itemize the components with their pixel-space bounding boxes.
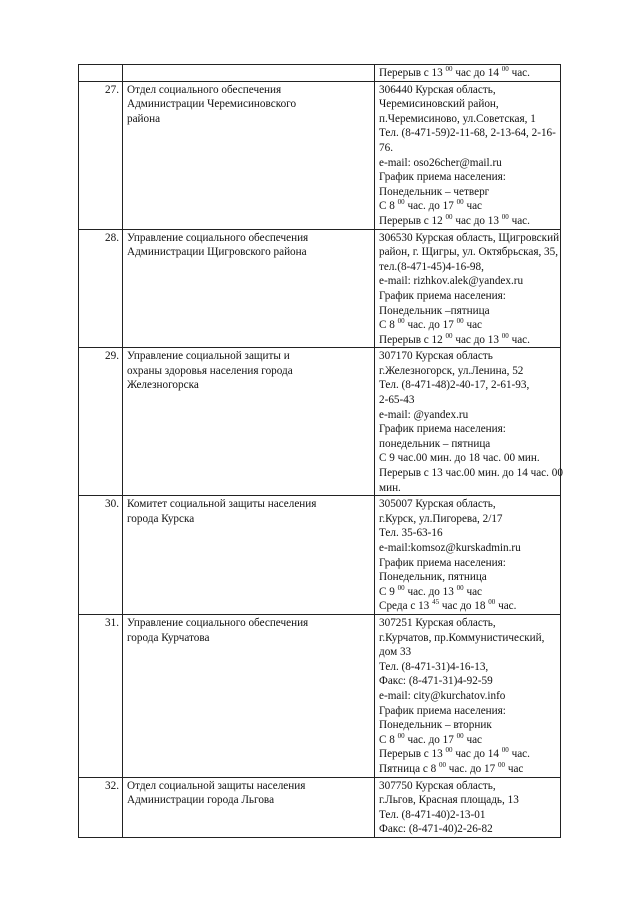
text-line: e-mail: city@kurchatov.info (379, 689, 506, 702)
text-line: понедельник – пятница (379, 437, 491, 450)
row-number: 29. (79, 348, 123, 496)
text-line: Тел. 35-63-16 (379, 527, 443, 540)
text-line: Управление социального обеспечения (127, 616, 309, 629)
superscript-minutes: 45 (432, 598, 440, 607)
superscript-minutes: 00 (501, 65, 509, 73)
text-line: Перерыв с 13 час.00 мин. до 14 час. 00 (379, 467, 563, 480)
text-line: Факс: (8-471-31)4-92-59 (379, 675, 493, 688)
text-line: г.Курчатов, пр.Коммунистический, (379, 631, 545, 644)
row-number: 32. (79, 777, 123, 837)
superscript-minutes: 00 (439, 760, 446, 769)
text-line: Тел. (8-471-40)2-13-01 (379, 808, 486, 821)
text-line: Администрации Черемисиновского (127, 98, 297, 111)
text-line: 306530 Курская область, Щигровский (379, 231, 560, 244)
text-line: Понедельник – вторник (379, 719, 492, 732)
superscript-minutes: 00 (445, 331, 453, 340)
superscript-minutes: 00 (445, 746, 453, 755)
superscript-minutes: 00 (397, 198, 405, 207)
table-row (79, 614, 561, 777)
address-cell (375, 348, 561, 496)
text-line: Тел. (8-471-48)2-40-17, 2-61-93, (379, 379, 530, 392)
contacts-table (78, 64, 561, 838)
superscript-minutes: 00 (456, 317, 464, 326)
text-line: г.Курск, ул.Пигорева, 2/17 (379, 512, 503, 525)
org-name (123, 81, 375, 229)
text-line: e-mail: rizhkov.alek@yandex.ru (379, 275, 524, 288)
text-line: Отдел социальной защиты населения (127, 779, 306, 792)
superscript-minutes: 00 (445, 212, 453, 221)
text-line: 76. (379, 141, 393, 154)
text-line: С 8 $^{00}$ час. до 17 $^{00}$ час (379, 198, 483, 213)
text-line: Комитет социальной защиты населения (127, 498, 317, 511)
text-line: С 9 $^{00}$ час. до 13 $^{00}$ час (379, 583, 483, 598)
text-line: e-mail: @yandex.ru (379, 408, 469, 421)
address-cell (375, 229, 561, 348)
text-line: С 8 $^{00}$ час. до 17 $^{00}$ час (379, 317, 483, 332)
text-line: Управление социальной защиты и (127, 350, 290, 363)
text-line: Железногорска (127, 379, 199, 392)
table-body (79, 65, 561, 838)
text-line: района (127, 112, 161, 125)
row-number (79, 65, 123, 82)
superscript-minutes: 00 (397, 731, 405, 740)
text-line: города Курска (127, 512, 195, 525)
table-row (79, 348, 561, 496)
text-line: 2-65-43 (379, 394, 415, 407)
superscript-minutes: 00 (501, 746, 509, 755)
superscript-minutes: 00 (501, 212, 509, 221)
text-line: Пятница с 8 $^{00}$ час. до 17 $^{00}$ час (379, 760, 524, 775)
address-cell (375, 614, 561, 777)
text-line: Тел. (8-471-31)4-16-13, (379, 660, 489, 673)
org-name (123, 229, 375, 348)
text-line: Черемисиновский район, (379, 98, 499, 111)
text-line: 305007 Курская область, (379, 498, 496, 511)
text-line: Понедельник, пятница (379, 571, 487, 584)
address-cell (375, 777, 561, 837)
text-line: 307251 Курская область, (379, 616, 496, 629)
text-line: г.Железногорск, ул.Ленина, 52 (379, 364, 524, 377)
text-line: п.Черемисиново, ул.Советская, 1 (379, 112, 536, 125)
text-line: 306440 Курская область, (379, 83, 496, 96)
table-row (79, 229, 561, 348)
text-line: мин. (379, 481, 401, 494)
table-row (79, 777, 561, 837)
superscript-minutes: 00 (456, 198, 464, 207)
text-line: Администрации Щигровского района (127, 246, 307, 259)
table-row (79, 496, 561, 615)
text-line: Отдел социального обеспечения (127, 83, 282, 96)
org-name (123, 65, 375, 82)
text-line: Понедельник –пятница (379, 304, 490, 317)
text-line: дом 33 (379, 646, 412, 659)
text-line: Факс: (8-471-40)2-26-82 (379, 823, 493, 836)
text-line: города Курчатова (127, 631, 210, 644)
superscript-minutes: 00 (456, 731, 464, 740)
text-line: График приема населения: (379, 423, 506, 436)
text-line: Управление социального обеспечения (127, 231, 309, 244)
text-line: тел.(8-471-45)4-16-98, (379, 260, 484, 273)
text-line: Понедельник – четверг (379, 185, 490, 198)
text-line: Перерыв с 13 $^{00}$ час до 14 $^{00}$ час. (379, 65, 530, 79)
superscript-minutes: 00 (397, 583, 405, 592)
table-row (79, 81, 561, 229)
text-line: График приема населения: (379, 704, 506, 717)
row-number: 28. (79, 229, 123, 348)
text-line: 307170 Курская область (379, 350, 493, 363)
text-line: Перерыв с 13 $^{00}$ час до 14 $^{00}$ час. (379, 746, 530, 761)
row-number: 27. (79, 81, 123, 229)
text-line: Перерыв с 12 $^{00}$ час до 13 $^{00}$ час. (379, 212, 530, 227)
address-cell (375, 65, 561, 82)
org-name (123, 496, 375, 615)
superscript-minutes: 00 (488, 598, 496, 607)
superscript-minutes: 00 (445, 65, 453, 73)
superscript-minutes: 00 (456, 583, 464, 592)
text-line: Перерыв с 12 $^{00}$ час до 13 $^{00}$ час. (379, 331, 530, 346)
row-number: 30. (79, 496, 123, 615)
text-line: График приема населения: (379, 289, 506, 302)
superscript-minutes: 00 (501, 331, 509, 340)
text-line: Тел. (8-471-59)2-11-68, 2-13-64, 2-16- (379, 127, 556, 140)
superscript-minutes: 00 (397, 317, 405, 326)
text-line: С 8 $^{00}$ час. до 17 $^{00}$ час (379, 731, 483, 746)
text-line: 307750 Курская область, (379, 779, 496, 792)
org-name (123, 614, 375, 777)
superscript-minutes: 00 (498, 760, 506, 769)
table-row (79, 65, 561, 82)
text-line: С 9 час.00 мин. до 18 час. 00 мин. (379, 452, 540, 465)
org-name (123, 348, 375, 496)
text-line: охраны здоровья населения города (127, 364, 293, 377)
text-line: район, г. Щигры, ул. Октябрьская, 35, (379, 246, 559, 259)
text-line: График приема населения: (379, 556, 506, 569)
text-line: г.Льгов, Красная площадь, 13 (379, 794, 519, 807)
row-number: 31. (79, 614, 123, 777)
org-name (123, 777, 375, 837)
text-line: График приема населения: (379, 171, 506, 184)
address-cell (375, 81, 561, 229)
text-line: Среда с 13 $^{45}$ час до 18 $^{00}$ час. (379, 598, 517, 613)
text-line: e-mail: oso26cher@mail.ru (379, 156, 502, 169)
address-cell (375, 496, 561, 615)
text-line: Администрации города Льгова (127, 794, 275, 807)
text-line: e-mail:komsoz@kurskadmin.ru (379, 542, 521, 554)
